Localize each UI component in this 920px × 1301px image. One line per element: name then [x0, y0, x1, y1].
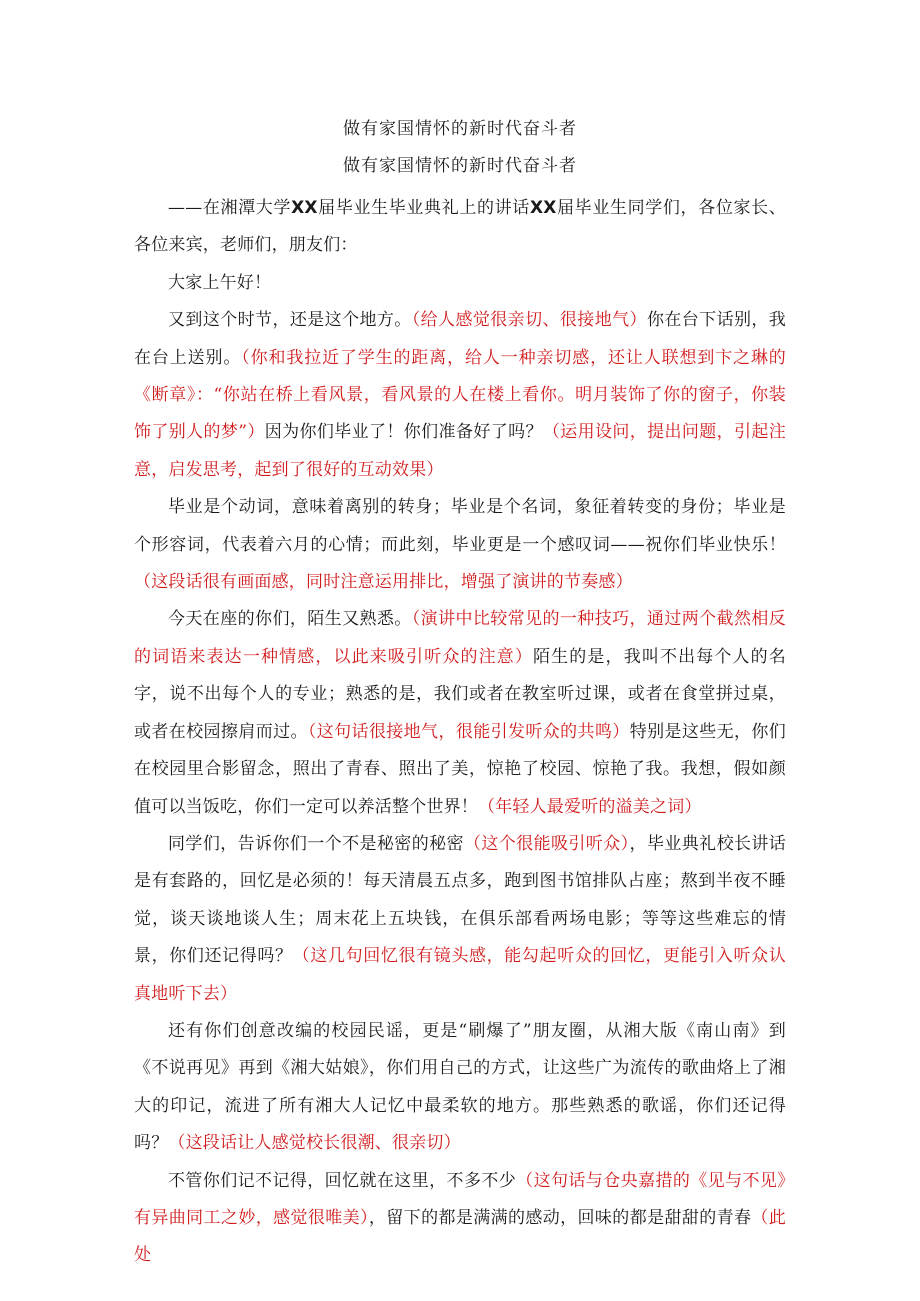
annotation-text: （这个很能吸引听众） — [463, 833, 630, 854]
paragraph — [134, 489, 786, 601]
annotation-text: （此处 — [134, 1207, 786, 1266]
annotation-text: （年轻人最爱听的溢美之词） — [478, 796, 702, 817]
speech-text: ，毕业典礼校长讲话是有套路的，回忆是必须的！每天清晨五点多，跑到图书馆排队占座；熬到半夜不睡觉，谈天谈地谈人生；周末花上五块钱，在俱乐部看两场电影；等等这些难忘的情景，你们还记得吗？ — [134, 833, 786, 967]
paragraph — [134, 1163, 786, 1275]
paragraph — [134, 601, 786, 825]
document-title-repeat: 做有家国情怀的新时代奋斗者 — [343, 156, 577, 176]
paragraph — [134, 1013, 786, 1163]
annotation-text: （这段话让人感觉校长很潮、很亲切） — [168, 1133, 461, 1154]
speech-text: 又到这个时节，还是这个地方。 — [168, 310, 412, 331]
annotation-text: （这几句回忆很有镜头感，能勾起听众的回忆，更能引入听众认真地听下去） — [134, 946, 786, 1004]
annotation-text: （运用设问，提出问题，引起注意，启发思考，起到了很好的互动效果） — [134, 422, 786, 480]
speech-text: 因为你们毕业了！你们准备好了吗？ — [264, 422, 543, 443]
paragraph — [134, 302, 786, 489]
paragraph — [134, 826, 786, 1013]
annotation-text: （这句话与仓央嘉措的《见与不见》有异曲同工之妙，感觉很唯美） — [134, 1170, 786, 1228]
annotation-text: （这段话很有画面感，同时注意运用排比，增强了演讲的节奏感） — [134, 572, 633, 593]
speech-text: ，留下的都是满满的感动，回味的都是甜甜的青春 — [368, 1207, 752, 1228]
speech-text: 你在台下话别，我在台上送别。 — [134, 310, 786, 368]
speech-text: 毕业是个动词，意味着离别的转身；毕业是个名词，象征着转变的身份；毕业是个形容词，代表着六月的心情；而此刻，毕业更是一个感叹词——祝你们毕业快乐！ — [134, 497, 786, 555]
annotation-text: （这句话很接地气，很能引发听众的共鸣） — [307, 721, 630, 742]
speech-text: 特别是这些无，你们在校园里合影留念，照出了青春、照出了美，惊艳了校园、惊艳了我。我想，假如颜值可以当饭吃，你们一定可以养活整个世界！ — [134, 721, 786, 817]
document-body — [134, 190, 786, 1275]
speech-text: 陌生的是，我叫不出每个人的名字，说不出每个人的专业；熟悉的是，我们或者在教室听过课，或者在食堂拼过桌，或者在校园擦肩而过。 — [134, 646, 786, 742]
annotation-text: （给人感觉很亲切、很接地气） — [411, 310, 647, 331]
annotation-text: （你和我拉近了学生的距离，给人一种亲切感，还让人联想到卞之琳的《断章》：“你站在桥上看风景，看风景的人在楼上看你。明月装饰了你的窗子，你装饰了别人的梦”） — [134, 347, 786, 443]
annotation-text: （演讲中比较常见的一种技巧，通过两个截然相反的词语来表达一种情感，以此来吸引听众的注意） — [134, 609, 786, 667]
document-title: 做有家国情怀的新时代奋斗者 — [343, 119, 577, 139]
speech-text: 还有你们创意改编的校园民谣，更是“刷爆了”朋友圈，从湘大版《南山南》到《不说再见》再到《湘大姑娘》，你们用自己的方式，让这些广为流传的歌曲烙上了湘大的印记，流进了所有湘大人记忆中最柔软的地方。那些熟悉的歌谣，你们还记得吗？ — [134, 1020, 786, 1154]
speech-text: 今天在座的你们，陌生又熟悉。 — [168, 609, 412, 630]
speech-text: 同学们，告诉你们一个不是秘密的秘密 — [168, 833, 464, 854]
speech-subtitle: ——在湘潭大学XX届毕业生毕业典礼上的讲话XX届毕业生同学们，各位家长、各位来宾，老师们，朋友们： — [134, 198, 786, 256]
greeting: 大家上午好！ — [168, 272, 272, 293]
speech-text: 不管你们记不记得，回忆就在这里，不多不少 — [168, 1170, 517, 1191]
paragraph-list — [134, 302, 786, 1275]
